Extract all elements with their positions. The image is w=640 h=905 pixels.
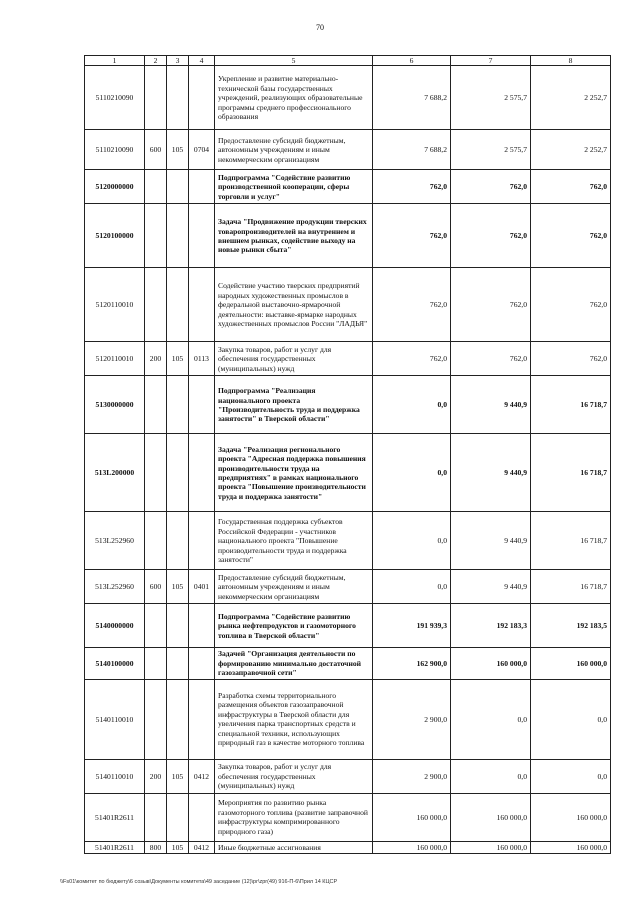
row-col2-cell <box>145 512 167 570</box>
row-code-cell: 5140110010 <box>85 679 145 759</box>
row-value-col6-cell: 191 939,3 <box>373 604 451 648</box>
row-col3-cell <box>167 376 189 434</box>
row-col2-cell: 800 <box>145 841 167 853</box>
table-row <box>85 648 611 679</box>
row-col2-cell <box>145 66 167 130</box>
row-col2-cell <box>145 679 167 759</box>
row-col4-cell <box>189 604 215 648</box>
row-code-cell: 5120110010 <box>85 268 145 342</box>
row-code-cell: 5140100000 <box>85 648 145 679</box>
column-header: 5 <box>215 56 373 66</box>
table-row <box>85 570 611 604</box>
row-value-col6-cell: 762,0 <box>373 204 451 268</box>
column-header: 3 <box>167 56 189 66</box>
row-col2-cell <box>145 648 167 679</box>
row-col4-cell: 0401 <box>189 570 215 604</box>
row-value-col7-cell: 0,0 <box>451 679 531 759</box>
row-name-cell: Иные бюджетные ассигнования <box>215 841 373 853</box>
row-name-cell: Укрепление и развитие материально-технической базы государственных учреждений, реализующих образовательные программы среднего профессионального образования <box>215 66 373 130</box>
column-header: 8 <box>531 56 611 66</box>
row-col2-cell <box>145 268 167 342</box>
row-value-col6-cell: 762,0 <box>373 268 451 342</box>
row-col4-cell <box>189 268 215 342</box>
table-header-row <box>85 56 611 66</box>
row-col3-cell: 105 <box>167 130 189 170</box>
row-name-cell: Задачей "Организация деятельности по формированию минимально достаточной газозаправочной сети" <box>215 648 373 679</box>
row-col3-cell <box>167 679 189 759</box>
row-value-col6-cell: 0,0 <box>373 376 451 434</box>
column-header: 1 <box>85 56 145 66</box>
row-value-col8-cell: 0,0 <box>531 759 611 793</box>
row-name-cell: Мероприятия по развитию рынка газомоторного топлива (развитие заправочной инфраструктуры компримированного природного газа) <box>215 793 373 841</box>
row-value-col6-cell: 2 900,0 <box>373 759 451 793</box>
row-value-col6-cell: 7 688,2 <box>373 66 451 130</box>
row-col4-cell <box>189 793 215 841</box>
row-name-cell: Предоставление субсидий бюджетным, автономным учреждениям и иным некоммерческим организациям <box>215 130 373 170</box>
row-value-col8-cell: 762,0 <box>531 170 611 204</box>
row-col3-cell <box>167 793 189 841</box>
row-code-cell: 5110210090 <box>85 130 145 170</box>
row-value-col6-cell: 160 000,0 <box>373 841 451 853</box>
row-col3-cell <box>167 512 189 570</box>
row-col2-cell <box>145 434 167 512</box>
row-value-col6-cell: 160 000,0 <box>373 793 451 841</box>
row-code-cell: 51401R2611 <box>85 793 145 841</box>
row-name-cell: Государственная поддержка субъектов Российской Федерации - участников национального проекта "Повышение производительности труда и поддержка занятости" <box>215 512 373 570</box>
row-value-col7-cell: 762,0 <box>451 268 531 342</box>
row-code-cell: 513L252960 <box>85 512 145 570</box>
row-value-col6-cell: 0,0 <box>373 512 451 570</box>
row-col4-cell <box>189 170 215 204</box>
row-value-col6-cell: 162 900,0 <box>373 648 451 679</box>
row-col4-cell <box>189 648 215 679</box>
row-name-cell: Задача "Реализация регионального проекта "Адресная поддержка повышения производительности труда на предприятиях" в рамках национального проекта "Повышение производительности труда и поддержка занятости" <box>215 434 373 512</box>
table-row <box>85 376 611 434</box>
row-code-cell: 513L200000 <box>85 434 145 512</box>
row-col3-cell <box>167 170 189 204</box>
row-value-col7-cell: 0,0 <box>451 759 531 793</box>
row-col3-cell: 105 <box>167 841 189 853</box>
row-col2-cell <box>145 170 167 204</box>
row-col2-cell: 200 <box>145 342 167 376</box>
row-value-col8-cell: 762,0 <box>531 204 611 268</box>
row-value-col6-cell: 0,0 <box>373 434 451 512</box>
row-col4-cell: 0113 <box>189 342 215 376</box>
row-value-col8-cell: 16 718,7 <box>531 434 611 512</box>
row-name-cell: Разработка схемы территориального размещения объектов газозаправочной инфраструктуры в Тверской области для увеличения парка транспортных средств и специальной техники, использующих природный газ в качестве моторного топлива <box>215 679 373 759</box>
row-value-col7-cell: 762,0 <box>451 342 531 376</box>
table-row <box>85 434 611 512</box>
row-col2-cell <box>145 793 167 841</box>
file-path-footer: \\Fs01\комитет по бюджету\6 созыв\Документы комитета\49 заседание (12)\pr\zpr(49) 916-П-6\Прил 14 КЦСР <box>60 879 338 885</box>
row-value-col7-cell: 160 000,0 <box>451 841 531 853</box>
row-value-col8-cell: 16 718,7 <box>531 376 611 434</box>
row-value-col7-cell: 9 440,9 <box>451 570 531 604</box>
row-value-col7-cell: 9 440,9 <box>451 376 531 434</box>
row-col2-cell <box>145 604 167 648</box>
row-col2-cell <box>145 204 167 268</box>
page-number: 70 <box>316 23 324 32</box>
row-col3-cell <box>167 66 189 130</box>
row-value-col6-cell: 0,0 <box>373 570 451 604</box>
row-col2-cell: 600 <box>145 570 167 604</box>
table-row <box>85 604 611 648</box>
row-value-col8-cell: 192 183,5 <box>531 604 611 648</box>
table-row <box>85 204 611 268</box>
row-value-col8-cell: 2 252,7 <box>531 130 611 170</box>
row-col3-cell: 105 <box>167 342 189 376</box>
row-code-cell: 5120110010 <box>85 342 145 376</box>
row-col3-cell <box>167 648 189 679</box>
row-col4-cell <box>189 434 215 512</box>
table-row <box>85 512 611 570</box>
row-name-cell: Содействие участию тверских предприятий народных художественных промыслов в федеральной выставочно-ярмарочной деятельности: выставке-ярмарке народных художественных промыслов России "ЛАДЬЯ" <box>215 268 373 342</box>
row-col3-cell <box>167 268 189 342</box>
row-value-col8-cell: 762,0 <box>531 342 611 376</box>
row-col4-cell: 0704 <box>189 130 215 170</box>
row-col2-cell: 200 <box>145 759 167 793</box>
row-col2-cell: 600 <box>145 130 167 170</box>
row-value-col8-cell: 762,0 <box>531 268 611 342</box>
row-value-col7-cell: 2 575,7 <box>451 66 531 130</box>
row-name-cell: Подпрограмма "Содействие развитию рынка нефтепродуктов и газомоторного топлива в Тверской области" <box>215 604 373 648</box>
row-code-cell: 513L252960 <box>85 570 145 604</box>
row-col3-cell <box>167 604 189 648</box>
row-col4-cell <box>189 376 215 434</box>
table-row <box>85 268 611 342</box>
row-col4-cell: 0412 <box>189 759 215 793</box>
row-value-col7-cell: 2 575,7 <box>451 130 531 170</box>
row-value-col8-cell: 160 000,0 <box>531 841 611 853</box>
row-code-cell: 5120100000 <box>85 204 145 268</box>
row-value-col7-cell: 160 000,0 <box>451 648 531 679</box>
row-col3-cell: 105 <box>167 570 189 604</box>
row-value-col6-cell: 7 688,2 <box>373 130 451 170</box>
row-value-col8-cell: 16 718,7 <box>531 512 611 570</box>
row-value-col8-cell: 160 000,0 <box>531 793 611 841</box>
row-col3-cell <box>167 434 189 512</box>
row-code-cell: 5130000000 <box>85 376 145 434</box>
row-col3-cell <box>167 204 189 268</box>
column-header: 4 <box>189 56 215 66</box>
row-value-col6-cell: 762,0 <box>373 170 451 204</box>
row-col3-cell: 105 <box>167 759 189 793</box>
row-col4-cell <box>189 204 215 268</box>
row-code-cell: 5110210090 <box>85 66 145 130</box>
row-value-col7-cell: 762,0 <box>451 170 531 204</box>
column-header: 7 <box>451 56 531 66</box>
row-value-col7-cell: 160 000,0 <box>451 793 531 841</box>
budget-table <box>84 55 611 854</box>
row-name-cell: Подпрограмма "Содействие развитию производственной кооперации, сферы торговли и услуг" <box>215 170 373 204</box>
row-value-col6-cell: 762,0 <box>373 342 451 376</box>
row-name-cell: Подпрограмма "Реализация национального проекта "Производительность труда и поддержка занятости" в Тверской области" <box>215 376 373 434</box>
row-code-cell: 5140110010 <box>85 759 145 793</box>
row-code-cell: 5140000000 <box>85 604 145 648</box>
row-col4-cell: 0412 <box>189 841 215 853</box>
column-header: 2 <box>145 56 167 66</box>
row-value-col7-cell: 192 183,3 <box>451 604 531 648</box>
row-value-col6-cell: 2 900,0 <box>373 679 451 759</box>
table-row <box>85 342 611 376</box>
table-row <box>85 793 611 841</box>
row-col4-cell <box>189 512 215 570</box>
row-value-col8-cell: 0,0 <box>531 679 611 759</box>
table-row <box>85 759 611 793</box>
row-col2-cell <box>145 376 167 434</box>
row-value-col8-cell: 16 718,7 <box>531 570 611 604</box>
row-code-cell: 51401R2611 <box>85 841 145 853</box>
table-row <box>85 841 611 853</box>
row-col4-cell <box>189 679 215 759</box>
row-value-col7-cell: 9 440,9 <box>451 434 531 512</box>
row-name-cell: Задача "Продвижение продукции тверских товаропроизводителей на внутреннем и внешнем рынках, содействие выходу на новые рынки сбыта" <box>215 204 373 268</box>
table-row <box>85 130 611 170</box>
row-value-col7-cell: 762,0 <box>451 204 531 268</box>
table-row <box>85 66 611 130</box>
row-value-col8-cell: 160 000,0 <box>531 648 611 679</box>
row-name-cell: Закупка товаров, работ и услуг для обеспечения государственных (муниципальных) нужд <box>215 342 373 376</box>
row-value-col7-cell: 9 440,9 <box>451 512 531 570</box>
row-col4-cell <box>189 66 215 130</box>
row-name-cell: Закупка товаров, работ и услуг для обеспечения государственных (муниципальных) нужд <box>215 759 373 793</box>
table-row <box>85 170 611 204</box>
row-code-cell: 5120000000 <box>85 170 145 204</box>
table-row <box>85 679 611 759</box>
row-name-cell: Предоставление субсидий бюджетным, автономным учреждениям и иным некоммерческим организациям <box>215 570 373 604</box>
row-value-col8-cell: 2 252,7 <box>531 66 611 130</box>
column-header: 6 <box>373 56 451 66</box>
